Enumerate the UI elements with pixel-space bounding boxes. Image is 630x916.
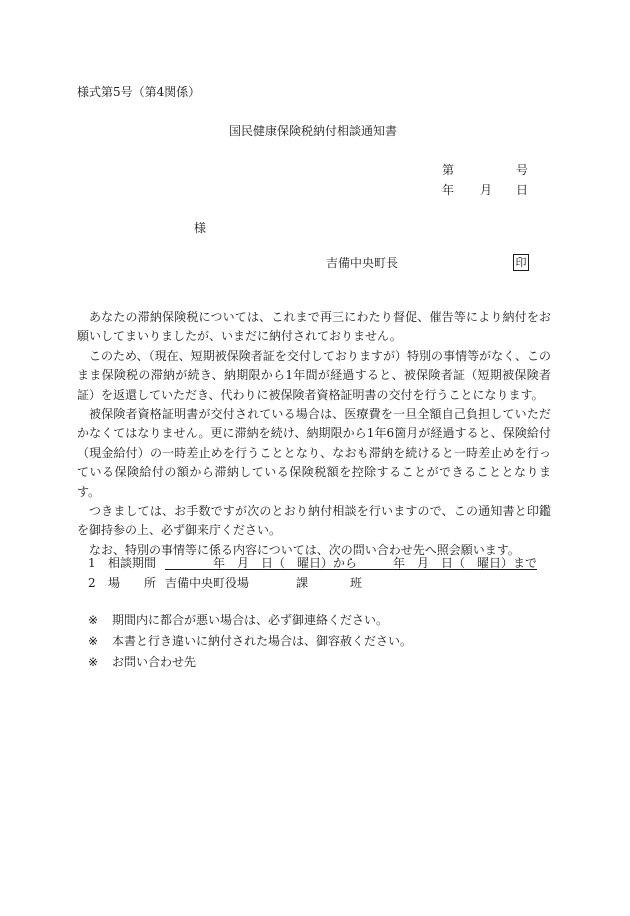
period-value: 年 月 日（ 曜日）から 年 月 日（ 曜日）まで xyxy=(165,556,538,570)
seal-mark: 印 xyxy=(513,254,529,271)
body-paragraph: なお、特別の事情等に係る内容については、次の問い合わせ先へ照会願います。 xyxy=(89,542,520,557)
number-suffix: 号 xyxy=(516,163,529,177)
reference-mark-icon: ※ xyxy=(88,634,99,648)
date-month: 月 xyxy=(480,183,493,197)
body-paragraph: あなたの滞納保険税については、これまで再三にわたり督促、催告等により納付をお願いしてまいりましたが、いまだに納付されておりません。 xyxy=(77,310,551,344)
reference-mark-icon: ※ xyxy=(88,613,99,627)
number-prefix: 第 xyxy=(442,163,455,177)
item-number: 1 xyxy=(88,556,96,570)
note-text: 期間内に都合が悪い場合は、必ず御連絡ください。 xyxy=(112,613,389,627)
body-paragraph: このため、（現在、短期被保険者証を交付しておりますが）特別の事情等がなく、このまま保険税の滞納が続き、納期限から1年間が経過すると、被保険者証（短期被保険者証）を返還していただき、代わりに被保険者資格証明書の交付を行うことになります。 xyxy=(77,348,551,402)
period-label: 相談期間 xyxy=(108,556,157,570)
addressee: 様 xyxy=(194,221,207,235)
body-paragraph: 被保険者資格証明書が交付されている場合は、医療費を一旦全額自己負担していただかなくてはなりません。更に滞納を続け、納期限から1年6箇月が経過すると、保険給付（現金給付）の一時差止めを行うこととなり、なおも滞納を続けると一時差止めを行っている保険給付の額から滞納している保険税額を控除することができることとなります。 xyxy=(77,407,551,499)
date-year: 年 xyxy=(442,183,455,197)
place-label: 場 所 xyxy=(108,576,157,590)
note-text: 本書と行き違いに納付された場合は、御容赦ください。 xyxy=(112,634,413,648)
form-number-label: 様式第5号（第4関係） xyxy=(77,85,201,99)
place-value: 吉備中央町役場 xyxy=(165,576,250,590)
body-paragraph: つきましては、お手数ですが次のとおり納付相談を行いますので、この通知書と印鑑を御持参の上、必ず御来庁ください。 xyxy=(77,504,551,538)
note-text: お問い合わせ先 xyxy=(112,655,197,669)
date-day: 日 xyxy=(516,183,529,197)
issuer-name: 吉備中央町長 xyxy=(326,256,399,270)
notice-body xyxy=(77,308,551,560)
reference-mark-icon: ※ xyxy=(88,655,99,669)
place-section: 課 xyxy=(296,576,309,590)
document-title: 国民健康保険税納付相談通知書 xyxy=(229,124,398,138)
item-number: 2 xyxy=(88,576,96,590)
place-unit: 班 xyxy=(350,576,363,590)
